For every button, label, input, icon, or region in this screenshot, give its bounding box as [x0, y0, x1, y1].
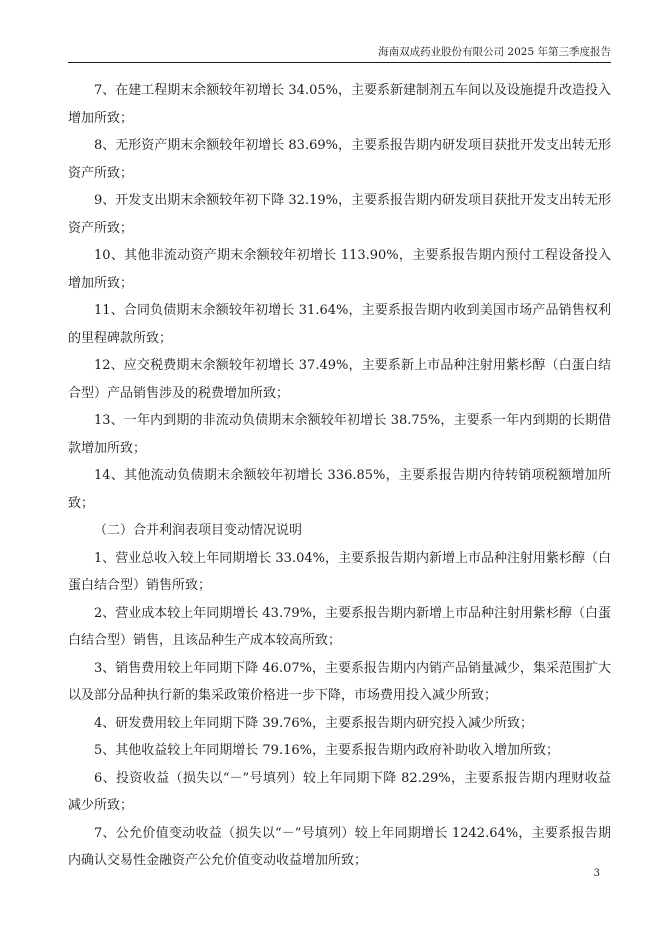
income-item-5: 5、其他收益较上年同期增长 79.16%，主要系报告期内政府补助收入增加所致； [94, 743, 559, 758]
balance-item-10: 10、其他非流动资产期末余额较年初增长 113.90%，主要系报告期内预付工程设备投入增加所致； [68, 248, 611, 291]
balance-item-14: 14、其他流动负债期末余额较年初增长 336.85%，主要系报告期内待转销项税额增加所致； [68, 468, 611, 511]
page-header: 海南双成药业股份有限公司 2025 年第三季度报告 [68, 45, 611, 63]
income-item-6: 6、投资收益（损失以“－”号填列）较上年同期下降 82.29%，主要系报告期内理财收益减少所致； [68, 770, 611, 813]
balance-item-13: 13、一年内到期的非流动负债期末余额较年初增长 38.75%，主要系一年内到期的长期借款增加所致； [68, 413, 611, 456]
income-item-7: 7、公允价值变动收益（损失以“－”号填列）较上年同期增长 1242.64%，主要系报告期内确认交易性金融资产公允价值变动收益增加所致； [68, 825, 611, 868]
balance-item-7: 7、在建工程期末余额较年初增长 34.05%，主要系新建制剂五车间以及设施提升改造投入增加所致； [68, 83, 611, 126]
page-number: 3 [593, 868, 600, 879]
balance-item-12: 12、应交税费期末余额较年初增长 37.49%，主要系新上市品种注射用紫杉醇（白蛋白结合型）产品销售涉及的税费增加所致； [68, 358, 611, 401]
section-heading-income-statement: （二）合并利润表项目变动情况说明 [94, 523, 303, 538]
income-item-1: 1、营业总收入较上年同期增长 33.04%，主要系报告期内新增上市品种注射用紫杉醇（白蛋白结合型）销售所致； [68, 550, 611, 593]
balance-item-11: 11、合同负债期末余额较年初增长 31.64%，主要系报告期内收到美国市场产品销售权利的里程碑款所致； [68, 303, 611, 346]
income-item-2: 2、营业成本较上年同期增长 43.79%，主要系报告期内新增上市品种注射用紫杉醇（白蛋白结合型）销售，且该品种生产成本较高所致； [68, 605, 611, 648]
document-body [68, 77, 611, 875]
income-item-4: 4、研发费用较上年同期下降 39.76%，主要系报告期内研究投入减少所致； [94, 715, 533, 731]
balance-item-8: 8、无形资产期末余额较年初增长 83.69%，主要系报告期内研发项目获批开发支出转无形资产所致； [68, 138, 611, 181]
balance-item-9: 9、开发支出期末余额较年初下降 32.19%，主要系报告期内研发项目获批开发支出转无形资产所致； [68, 193, 611, 236]
income-item-3: 3、销售费用较上年同期下降 46.07%，主要系报告期内内销产品销量减少，集采范围扩大以及部分品种执行新的集采政策价格进一步下降，市场费用投入减少所致； [68, 660, 611, 703]
